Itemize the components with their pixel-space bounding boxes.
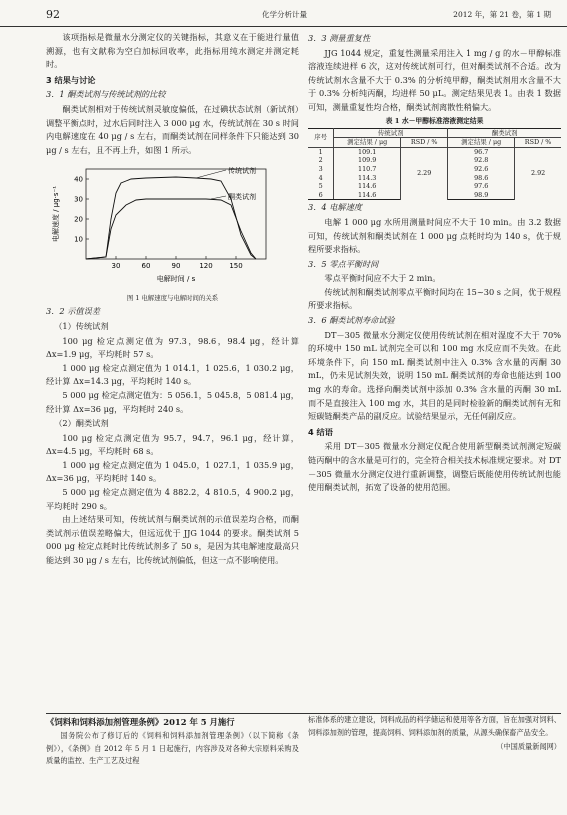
cell-ketone-value: 92.6 xyxy=(448,165,515,174)
x-tick-label: 150 xyxy=(229,262,243,271)
cell-seq: 5 xyxy=(308,182,334,191)
news-source: （中国质量新闻网） xyxy=(496,742,561,752)
x-tick-label: 120 xyxy=(199,262,213,271)
cell-trad-value: 109.1 xyxy=(334,147,401,156)
news-box xyxy=(46,713,561,766)
traditional-subheading: （1）传统试剂 xyxy=(54,320,109,331)
series-leader-0 xyxy=(196,170,226,178)
right-column xyxy=(308,31,561,495)
news-title: 《饲料和饲料添加剂管理条例》2012 年 5 月施行 xyxy=(46,717,235,727)
series-line-1 xyxy=(86,199,256,259)
cell-ketone-value: 96.7 xyxy=(448,147,515,156)
cell-ketone-value: 98.9 xyxy=(448,191,515,200)
ketone-5000: 5 000 μg 检定点测定值为 4 882.2，4 810.5，4 900.2 μg，平均耗时 290 s。 xyxy=(46,487,299,511)
section-4-heading: 4 结语 xyxy=(308,426,333,437)
section-3-5-paragraph-b: 传统试剂和酮类试剂零点平衡时间均在 15~30 s 之间，优于规程所要求指标。 xyxy=(308,286,561,311)
section-4-paragraph: 采用 DT－305 微量水分测定仪配合使用新型酮类试剂测定短碳链丙酮中的含水量是可行的，完全符合相关技术标准规定要求。对 DT－305 微量水分测定仪进行重新调整，调整后既能使用传统试剂也能使用酮类试剂，拓宽了设备的使用范围。 xyxy=(308,441,561,493)
ketone-100: 100 μg 检定点测定值为 95.7，94.7，96.1 μg，经计算，Δx=4.5 μg，平均耗时 68 s。 xyxy=(46,432,299,457)
section-3-2-heading: 3．2 示值误差 xyxy=(46,306,100,317)
cell-trad-value: 114.6 xyxy=(334,191,401,200)
section-3-1-heading: 3．1 酮类试剂与传统试剂的比较 xyxy=(46,89,166,100)
th-trad-rsd: RSD / % xyxy=(401,138,448,148)
cell-seq: 1 xyxy=(308,147,334,156)
cell-trad-value: 114.6 xyxy=(334,182,401,191)
news-right xyxy=(308,714,561,754)
section-3-4-heading: 3．4 电解速度 xyxy=(308,202,362,213)
cell-ketone-value: 92.8 xyxy=(448,156,515,165)
section-3-heading: 3 结果与讨论 xyxy=(46,74,96,85)
ketone-1000: 1 000 μg 检定点测定值为 1 045.0，1 027.1，1 035.9 μg，Δx=36 μg，平均耗时 140 s。 xyxy=(46,459,299,484)
series-label-0: 传统试剂 xyxy=(228,167,256,176)
page-number: 92 xyxy=(46,8,60,21)
section-3-5-paragraph-a: 零点平衡时间应不大于 2 min。 xyxy=(324,273,441,284)
y-tick-label: 30 xyxy=(74,195,83,204)
table-1-caption: 表 1 水－甲醇标准溶液测定结果 xyxy=(385,116,484,125)
traditional-100: 100 μg 检定点测定值为 97.3，98.6，98.4 μg，经计算 Δx=1.9 μg，平均耗时 57 s。 xyxy=(46,335,299,360)
ketone-subheading: （2）酮类试剂 xyxy=(54,418,109,429)
section-3-5-heading: 3．5 零点平衡时间 xyxy=(308,258,379,269)
series-label-1: 酮类试剂 xyxy=(228,193,256,202)
cell-seq: 3 xyxy=(308,165,334,174)
series-leader-1 xyxy=(211,196,226,199)
left-column xyxy=(46,31,299,568)
electrolysis-chart xyxy=(46,159,299,293)
cell-trad-value: 110.7 xyxy=(334,165,401,174)
news-left-text: 国务院公布了修订后的《饲料和饲料添加剂管理条例》（以下简称《条例》），《条例》自 2012 年 5 月 1 日起施行，内容涉及对各种大宗原料采购及质量的监控、生产工艺及过程 xyxy=(46,731,299,766)
figure-1 xyxy=(46,159,299,293)
cell-seq: 2 xyxy=(308,156,334,165)
x-tick-label: 60 xyxy=(141,262,151,271)
y-tick-label: 40 xyxy=(74,175,83,184)
y-tick-label: 20 xyxy=(74,215,83,224)
section-3-3-heading: 3．3 测量重复性 xyxy=(308,33,371,43)
cell-ketone-value: 98.6 xyxy=(448,174,515,183)
cell-trad-value: 109.9 xyxy=(334,156,401,165)
figure-1-caption: 图 1 电解速度与电解时间的关系 xyxy=(126,294,219,303)
plot-frame xyxy=(86,169,266,259)
page-header xyxy=(0,0,567,27)
cell-trad-value: 114.3 xyxy=(334,174,401,183)
cell-seq: 6 xyxy=(308,191,334,200)
x-axis-label: 电解时间 / s xyxy=(156,275,196,284)
section-3-1-paragraph: 酮类试剂相对于传统试剂灵敏度偏低，在过碘状态试剂（新试剂）调整平衡点时，过水后同时注入 3 000 μg 水，传统试剂在 30 s 时间内电解速度在 40 μg / s 左右，而酮类试剂在同样条件下只能达到 30 μg / s 左右，且不再上升，如图 1 所示。 xyxy=(46,103,299,155)
series-line-0 xyxy=(86,177,256,259)
section-3-4-paragraph: 电解 1 000 μg 水所用测量时间应不大于 10 min。由 3.2 数据可知，传统试剂和酮类试剂在 1 000 μg 点耗时均为 140 s，优于规程所要求指标。 xyxy=(308,216,561,255)
traditional-5000: 5 000 μg 检定点测定值为：5 056.1，5 045.8，5 081.4 μg，经计算 Δx=36 μg，平均耗时 240 s。 xyxy=(46,389,299,414)
journal-title: 化学分析计量 xyxy=(262,10,307,19)
y-tick-label: 10 xyxy=(74,235,83,244)
traditional-1000: 1 000 μg 检定点测定值为 1 014.1，1 025.6，1 030.2 μg，经计算 Δx=14.3 μg，平均耗时 140 s。 xyxy=(46,362,299,387)
th-ketone-result: 测定结果 / μg xyxy=(448,138,515,148)
cell-trad-rsd: 2.29 xyxy=(401,147,448,200)
news-right-text: 标准体系的建立建设，饲料成品的科学储运和使用等各方面，旨在加强对饲料、饲料添加剂的管理，提高饲料、饲料添加剂的质量，从源头确保畜产品安全。 xyxy=(308,715,561,737)
x-tick-label: 30 xyxy=(111,262,121,271)
th-ketone: 酮类试剂 xyxy=(448,128,561,138)
th-seq: 序号 xyxy=(308,128,334,147)
cell-ketone-rsd: 2.92 xyxy=(515,147,561,200)
section-3-6-paragraph: DT－305 微量水分测定仪使用传统试剂在相对湿度不大于 70% 的环境中 150 mL 试剂完全可以和 100 mg 水反应而不失效。在此环境条件下，向 150 mL 酮类试剂中注入 0.3% 含水量的丙酮 30 mL，仍未见试剂失效，说明 150 mL 酮类试剂的寿命也能达到 100 mg 水的寿命。选择向酮类试剂中添加 0.3% 含水量的丙酮 30 mL 而不是直接注入 100 mg 水，其目的是同时检验新的酮类试剂有无和短碳链酮类产品的副反应。试验结果显示，无任何副反应。 xyxy=(308,329,561,422)
table-1 xyxy=(308,128,561,201)
cell-ketone-value: 97.6 xyxy=(448,182,515,191)
th-ketone-rsd: RSD / % xyxy=(515,138,561,148)
issue-info: 2012 年，第 21 卷，第 1 期 xyxy=(453,10,551,19)
th-traditional: 传统试剂 xyxy=(334,128,448,138)
table-row xyxy=(308,147,561,156)
th-trad-result: 测定结果 / μg xyxy=(334,138,401,148)
x-tick-label: 90 xyxy=(171,262,181,271)
section-3-2-conclusion: 由上述结果可知，传统试剂与酮类试剂的示值误差均合格，而酮类试剂示值误差略偏大，但远远优于 JJG 1044 的要求。酮类试剂 5 000 μg 检定点耗时比传统试剂多了 50 s，是因为其电解速度最高只能达到 30 μg / s 左右，比传统试剂偏低，但这一点不影响使用。 xyxy=(46,514,299,566)
section-3-3-paragraph: JJG 1044 规定，重复性测量采用注入 1 mg / g 的水－甲醇标准溶液连续进样 6 次，这对传统试剂可行，但对酮类试剂不合适。改为传统试剂水含量不大于 0.3% 的分析纯甲醇，酮类试剂用水含量不大于 0.3% 分析纯丙酮，均进样 50 μL。测定结果见表 1。由表 1 数据可知，测量重复性均合格，酮类试剂离散性稍偏大。 xyxy=(308,47,561,112)
intro-paragraph: 该项指标是微量水分测定仪的关键指标，其意义在于能进行量值溯源，也有文献称为空白加标回收率，此指标用纯水测定并测定耗时。 xyxy=(46,32,299,70)
section-3-6-heading: 3．6 酮类试剂寿命试验 xyxy=(308,315,395,326)
y-axis-label: 电解速度 / μg·s⁻¹ xyxy=(52,186,60,243)
cell-seq: 4 xyxy=(308,174,334,183)
